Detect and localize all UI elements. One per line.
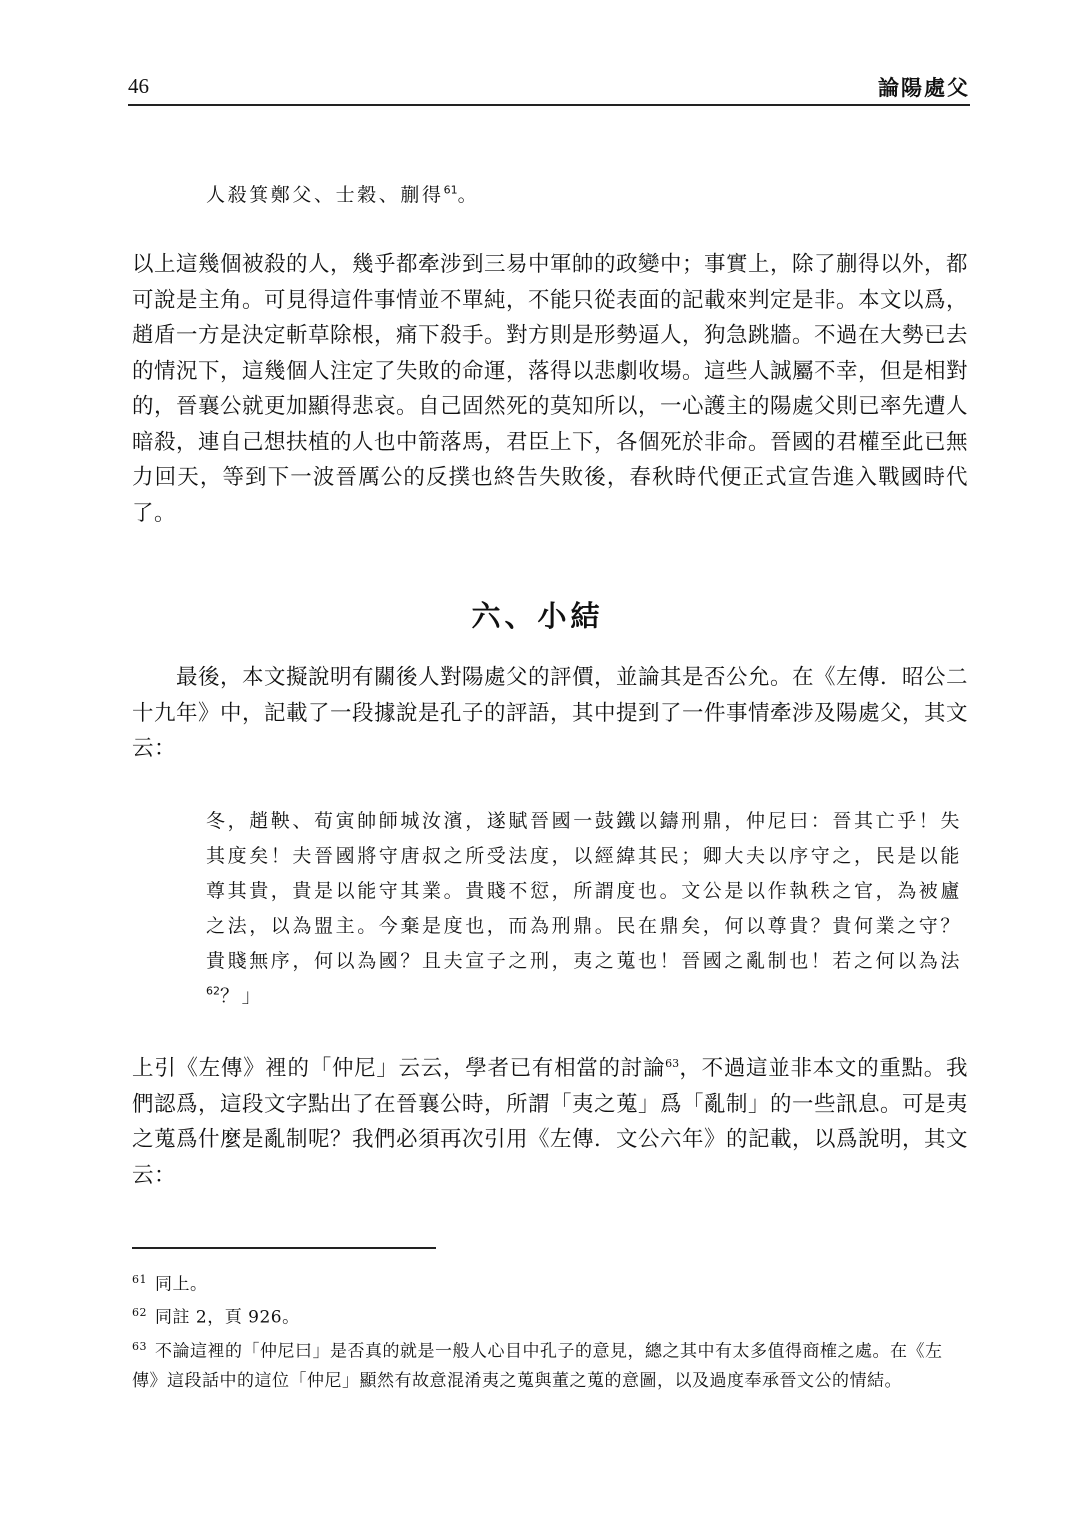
paragraph-3-part-a: 上引《左傳》裡的「仲尼」云云，學者已有相當的討論 xyxy=(132,1056,666,1081)
footnote-61 xyxy=(132,1265,968,1300)
page-header xyxy=(128,70,970,104)
footnote-62 xyxy=(132,1298,968,1333)
footnote-ref-62: 62 xyxy=(206,984,220,998)
footnote-ref-63: 63 xyxy=(665,1056,680,1070)
footnote-63 xyxy=(132,1332,968,1396)
quote-top-tail: 。 xyxy=(457,184,480,206)
paragraph-3-part-b: ，不過這並非本文的重點。我們認爲，這段文字點出了在晉襄公時，所謂「夷之蒐」爲「亂制」的一些訊息。可是夷之蒐爲什麼是亂制呢？我們必須再次引用《左傳．文公六年》的記載，以爲說明，其文云： xyxy=(132,1056,969,1188)
footnote-rule xyxy=(132,1247,436,1249)
paragraph-1: 以上這幾個被殺的人，幾乎都牽涉到三易中軍帥的政變中；事實上，除了蒯得以外，都可說是主角。可見得這件事情並不單純，不能只從表面的記載來判定是非。本文以爲，趙盾一方是決定斬草除根，痛下殺手。對方則是形勢逼人，狗急跳牆。不過在大勢已去的情況下，這幾個人注定了失敗的命運，落得以悲劇收場。這些人誠屬不幸，但是相對的，晉襄公就更加顯得悲哀。自己固然死的莫知所以，一心護主的陽處父則已率先遭人暗殺，連自己想扶植的人也中箭落馬，君臣上下，各個死於非命。晉國的君權至此已無力回天，等到下一波晉厲公的反撲也終告失敗後，春秋時代便正式宣告進入戰國時代了。 xyxy=(132,252,969,526)
quote-top-text: 人殺箕鄭父、士穀、蒯得 xyxy=(206,184,444,206)
footnote-text: 同上。 xyxy=(155,1274,208,1295)
footnote-text: 同註 2，頁 926。 xyxy=(155,1307,300,1328)
footnote-ref-61: 61 xyxy=(443,183,458,197)
quote-main-text: 冬，趙鞅、荀寅帥師城汝濱，遂賦晉國一鼓鐵以鑄刑鼎，仲尼曰：晉其亡乎！失其度矣！夫晉國將守唐叔之所受法度，以經緯其民；卿大夫以序守之，民是以能尊其貴，貴是以能守其業。貴賤不愆，所謂度也。文公是以作執秩之官，為被廬之法，以為盟主。今棄是度也，而為刑鼎。民在鼎矣，何以尊貴？貴何業之守？貴賤無序，何以為國？且夫宣子之刑，夷之蒐也！晉國之亂制也！若之何以為法 xyxy=(206,810,963,972)
quote-main-tail: ？」 xyxy=(220,985,264,1007)
footnote-mark: 63 xyxy=(132,1340,147,1353)
block-quote-main xyxy=(206,804,968,1014)
footnote-mark: 61 xyxy=(132,1273,147,1286)
header-rule xyxy=(128,104,970,106)
running-title: 論陽處父 xyxy=(878,75,970,100)
paragraph-2: 最後，本文擬說明有關後人對陽處父的評價，並論其是否公允。在《左傳．昭公二十九年》中，記載了一段據說是孔子的評語，其中提到了一件事情牽涉及陽處父，其文云： xyxy=(132,665,969,761)
footnote-mark: 62 xyxy=(132,1306,147,1319)
block-quote-top xyxy=(206,178,968,213)
paragraph-3 xyxy=(132,1051,968,1193)
page-number: 46 xyxy=(128,74,149,98)
footnote-text: 不論這裡的「仲尼曰」是否真的就是一般人心目中孔子的意見，總之其中有太多值得商榷之處。在《左傳》這段話中的這位「仲尼」顯然有故意混淆夷之蒐與董之蒐的意圖，以及過度奉承晉文公的情結。 xyxy=(132,1341,943,1391)
section-title: 六、小結 xyxy=(471,599,604,633)
